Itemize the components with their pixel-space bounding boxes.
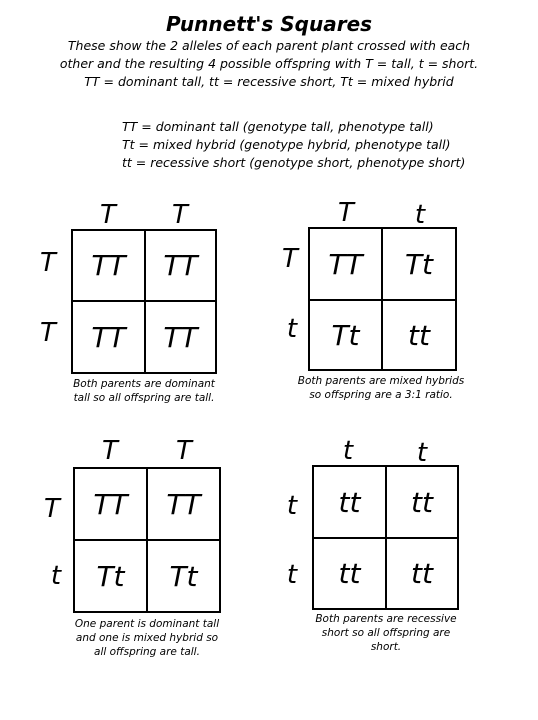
square-4-caption-line-2: short so all offspring are (321, 627, 451, 639)
square-3-cell-3: Tt (75, 541, 148, 611)
square-4-cell-4: tt (411, 557, 433, 590)
key-line-recessive: tt = recessive short (genotype short, phenotype short) (122, 155, 466, 170)
intro-line-2: other and the resulting 4 possible offspring with T = tall, t = short. (59, 56, 479, 71)
punnett-square-2 (308, 227, 457, 371)
square-3-side-allele-2: t (50, 561, 62, 591)
square-1-cell-2: TT (146, 231, 215, 302)
intro-line-1: These show the 2 alleles of each parent plant crossed with each (67, 38, 471, 53)
square-4-cell-1: tt (314, 467, 387, 539)
square-3-cell-4: Tt (169, 559, 198, 593)
square-1-cell-3: TT (73, 302, 146, 372)
square-2-top-allele-2: t (414, 200, 426, 230)
square-2-cell-3: Tt (310, 301, 383, 369)
square-1-caption-line-1: Both parents are dominant (73, 378, 215, 390)
square-3-cell-2: TT (148, 469, 219, 541)
square-4-caption-line-1: Both parents are recessive (315, 613, 457, 625)
square-3-cell-1: TT (75, 469, 148, 541)
square-4-cell-3: tt (314, 539, 387, 608)
square-1-caption-line-2: tall so all offspring are tall. (73, 392, 215, 404)
punnett-square-4 (312, 465, 459, 610)
square-4-caption (286, 612, 486, 654)
square-4-side-allele-2: t (286, 560, 298, 590)
square-2-cell-4: tt (408, 318, 430, 352)
intro-line-3: TT = dominant tall, tt = recessive short, Tt = mixed hybrid (84, 74, 454, 89)
square-1-side-allele-2: T (40, 318, 56, 348)
punnett-square-1 (71, 229, 217, 374)
square-4-cell-2: tt (387, 467, 457, 539)
key-line-dominant: TT = dominant tall (genotype tall, phenotype tall) (122, 119, 434, 134)
punnett-square-3 (73, 467, 221, 613)
square-2-side-allele-1: T (282, 244, 298, 274)
square-1-cell-1: TT (73, 231, 146, 302)
square-4-top-allele-2: t (416, 438, 428, 468)
square-1-top-allele-1: T (100, 200, 116, 230)
square-2-caption-line-1: Both parents are mixed hybrids (297, 375, 465, 387)
square-2-cell-1: TT (310, 229, 383, 301)
square-3-caption-line-3: all offspring are tall. (94, 646, 200, 658)
square-3-caption-line-2: and one is mixed hybrid so (75, 632, 219, 644)
square-2-caption (281, 374, 481, 402)
page-title: Punnett's Squares (165, 12, 373, 36)
square-4-caption-line-3: short. (370, 641, 402, 653)
square-2-top-allele-1: T (338, 198, 354, 228)
key-line-hybrid: Tt = mixed hybrid (genotype hybrid, phenotype tall) (122, 137, 451, 152)
square-4-top-allele-1: t (342, 436, 354, 466)
square-1-side-allele-1: T (40, 248, 56, 278)
square-3-caption (47, 617, 247, 659)
square-1-caption (44, 377, 244, 405)
square-1-top-allele-2: T (172, 200, 188, 230)
square-2-cell-2: Tt (383, 229, 455, 301)
square-3-top-allele-2: T (176, 436, 192, 466)
square-4-side-allele-1: t (286, 491, 298, 521)
square-1-cell-4: TT (163, 320, 198, 354)
square-3-top-allele-1: T (102, 436, 118, 466)
square-3-side-allele-1: T (44, 494, 60, 524)
square-2-caption-line-2: so offspring are a 3:1 ratio. (309, 389, 453, 401)
square-3-caption-line-1: One parent is dominant tall (74, 618, 220, 630)
square-2-side-allele-2: t (286, 314, 298, 344)
